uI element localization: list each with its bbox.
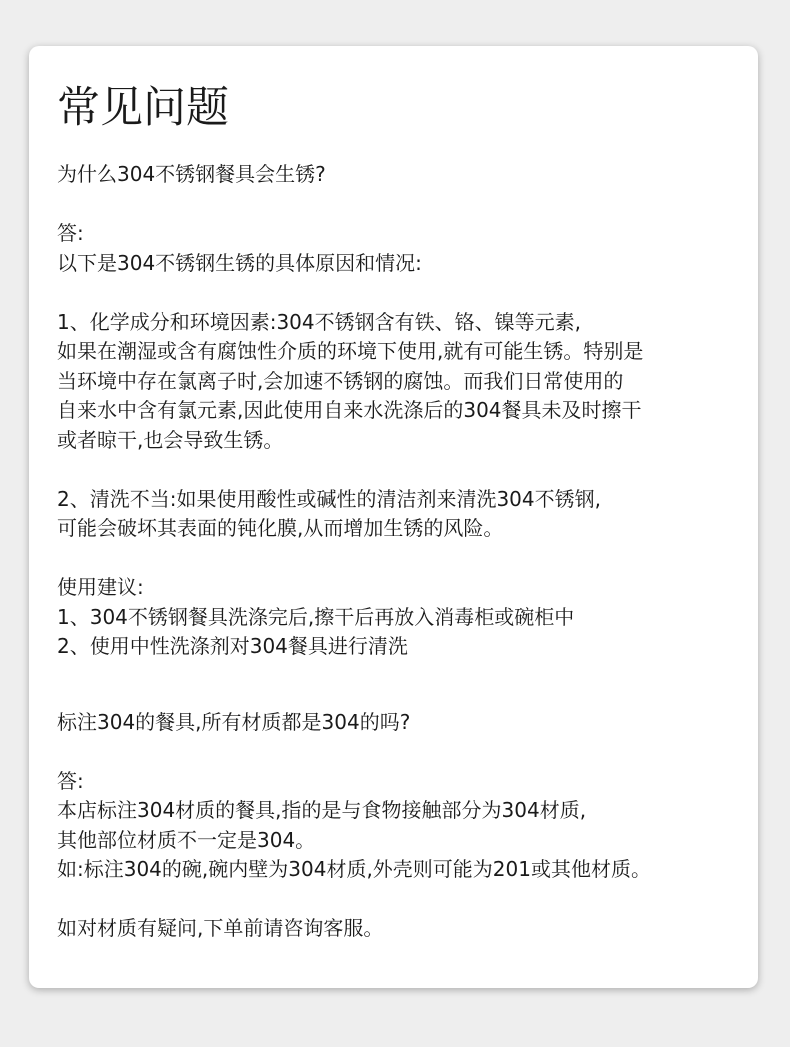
faq2-answer-line: 其他部位材质不一定是304。 bbox=[57, 827, 316, 852]
faq1-point1-line: 自来水中含有氯元素,因此使用自来水洗涤后的304餐具未及时擦干 bbox=[57, 398, 642, 422]
faq2-answer-line: 如:标注304的碗,碗内壁为304材质,外壳则可能为201或其他材质。 bbox=[57, 857, 651, 881]
faq2-question: 标注304的餐具,所有材质都是304的吗? bbox=[57, 709, 411, 734]
faq1-point1-line: 1、化学成分和环境因素:304不锈钢含有铁、铬、镍等元素, bbox=[57, 309, 581, 334]
faq2-closing: 如对材质有疑问,下单前请咨询客服。 bbox=[57, 916, 384, 940]
page-title: 常见问题 bbox=[57, 83, 229, 133]
faq1-point2-line: 可能会破坏其表面的钝化膜,从而增加生锈的风险。 bbox=[57, 516, 504, 540]
faq1-intro: 以下是304不锈钢生锈的具体原因和情况: bbox=[57, 250, 422, 275]
faq1-point1-line: 或者晾干,也会导致生锈。 bbox=[57, 427, 284, 452]
faq1-advice-label: 使用建议: bbox=[57, 575, 144, 599]
faq1-question: 为什么304不锈钢餐具会生锈? bbox=[57, 162, 326, 186]
faq1-point1-line: 当环境中存在氯离子时,会加速不锈钢的腐蚀。而我们日常使用的 bbox=[57, 368, 624, 393]
faq2-answer-line: 本店标注304材质的餐具,指的是与食物接触部分为304材质, bbox=[57, 798, 587, 822]
faq1-advice-item: 2、使用中性洗涤剂对304餐具进行清洗 bbox=[57, 634, 408, 658]
faq-content bbox=[57, 160, 757, 944]
faq1-answer-label: 答: bbox=[57, 221, 84, 245]
faq1-advice-item: 1、304不锈钢餐具洗涤完后,擦干后再放入消毒柜或碗柜中 bbox=[57, 604, 575, 629]
faq1-point1-line: 如果在潮湿或含有腐蚀性介质的环境下使用,就有可能生锈。特别是 bbox=[57, 339, 644, 363]
faq2-answer-label: 答: bbox=[57, 768, 84, 793]
faq-card bbox=[29, 46, 758, 988]
faq1-point2-line: 2、清洗不当:如果使用酸性或碱性的清洁剂来清洗304不锈钢, bbox=[57, 486, 601, 511]
